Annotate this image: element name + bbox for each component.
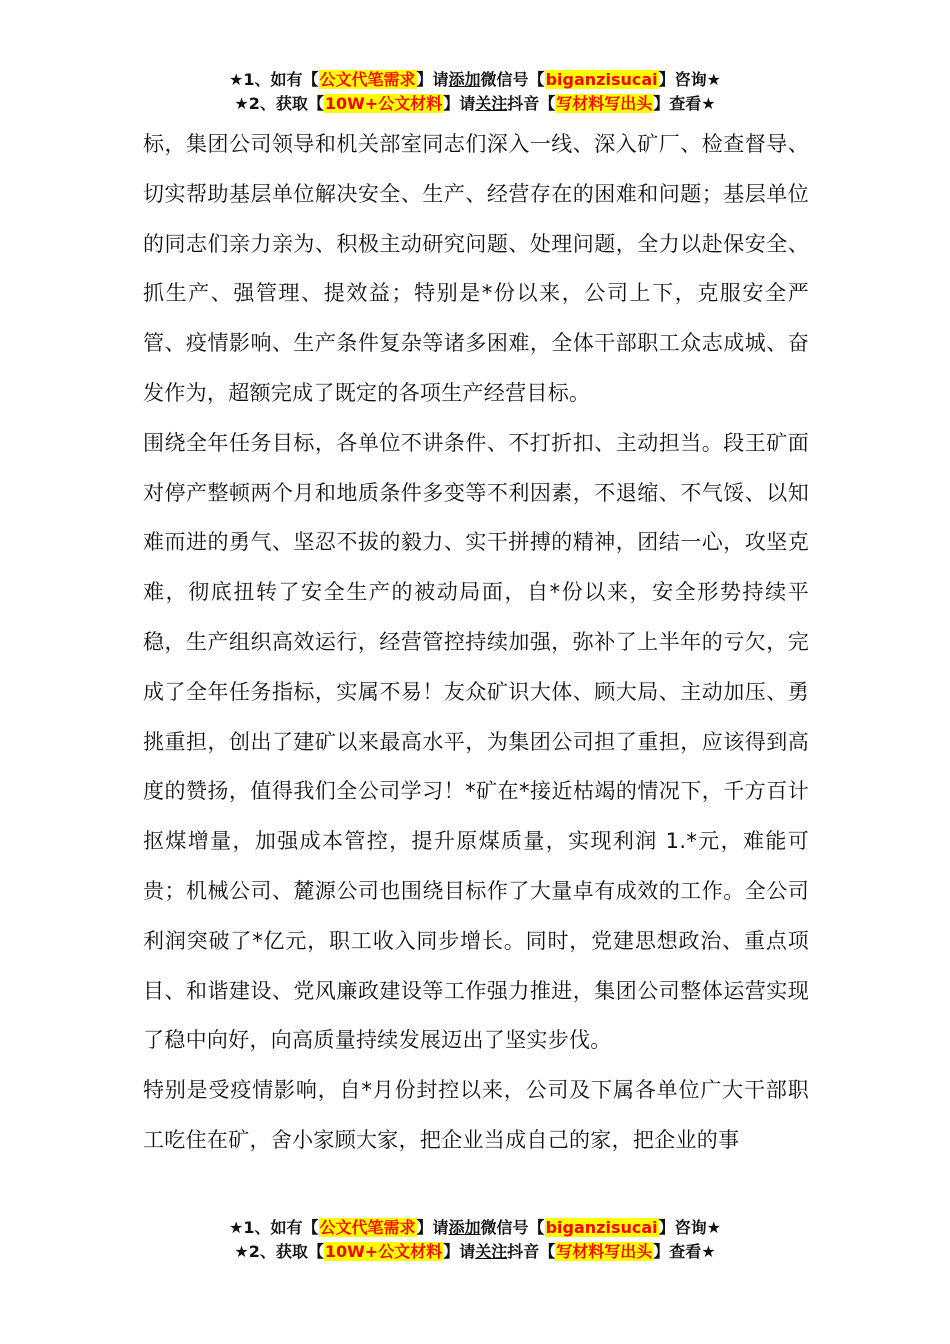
underlined-follow: 关注: [475, 94, 508, 113]
highlight-wechat-id: biganzisucai: [545, 70, 658, 89]
banner-text: ★1、如有【: [229, 70, 319, 89]
banner-text: 】请: [443, 94, 476, 113]
paragraph-1: 标，集团公司领导和机关部室同志们深入一线、深入矿厂、检查督导、切实帮助基层单位解决安全、生产、经营存在的困难和问题；基层单位的同志们亲力亲为、积极主动研究问题、处理问题，全力以赴保安全、抓生产、强管理、提效益；特别是*份以来，公司上下，克服安全严管、疫情影响、生产条件复杂等诸多困难，全体干部职工众志成城、奋发作为，超额完成了既定的各项生产经营目标。: [143, 132, 809, 405]
footer-banner: [0, 1216, 950, 1264]
highlight-douyin-account: 写材料写出头: [556, 1242, 653, 1261]
banner-text: 抖音【: [507, 1242, 556, 1261]
highlight-wechat-id: biganzisucai: [545, 1218, 658, 1237]
banner-text: 】咨询★: [658, 70, 721, 89]
banner-text: ★1、如有【: [229, 1218, 319, 1237]
document-body: [143, 120, 809, 1166]
highlight-materials: 10W+公文材料: [324, 94, 443, 113]
underlined-add: 添加: [448, 1218, 481, 1237]
banner-text: 微信号【: [480, 1218, 545, 1237]
banner-line-2: [0, 1240, 950, 1264]
header-banner: [0, 68, 950, 116]
highlight-douyin-account: 写材料写出头: [556, 94, 653, 113]
underlined-add: 添加: [448, 70, 481, 89]
banner-text: 】咨询★: [658, 1218, 721, 1237]
underlined-follow: 关注: [475, 1242, 508, 1261]
banner-line-1: [0, 1216, 950, 1240]
banner-text: ★2、获取【: [234, 1242, 324, 1261]
banner-text: 抖音【: [507, 94, 556, 113]
banner-text: 】查看★: [653, 94, 716, 113]
banner-text: ★2、获取【: [234, 94, 324, 113]
banner-text: 】请: [416, 1218, 449, 1237]
highlight-ghostwriting: 公文代笔需求: [319, 70, 416, 89]
banner-text: 】查看★: [653, 1242, 716, 1261]
paragraph-2: 围绕全年任务目标，各单位不讲条件、不打折扣、主动担当。段王矿面对停产整顿两个月和地质条件多变等不利因素，不退缩、不气馁、以知难而进的勇气、坚忍不拔的毅力、实干拼搏的精神，团结一心，攻坚克难，彻底扭转了安全生产的被动局面，自*份以来，安全形势持续平稳，生产组织高效运行，经营管控持续加强，弥补了上半年的亏欠，完成了全年任务指标，实属不易！友众矿识大体、顾大局、主动加压、勇挑重担，创出了建矿以来最高水平，为集团公司担了重担，应该得到高度的赞扬，值得我们全公司学习！*矿在*接近枯竭的情况下，千方百计抠煤增量，加强成本管控，提升原煤质量，实现利润 1.*元，难能可贵；机械公司、麓源公司也围绕目标作了大量卓有成效的工作。全公司利润突破了*亿元，职工收入同步增长。同时，党建思想政治、重点项目、和谐建设、党风廉政建设等工作强力推进，集团公司整体运营实现了稳中向好，向高质量持续发展迈出了坚实步伐。: [143, 430, 809, 1053]
banner-line-1: [0, 68, 950, 92]
highlight-ghostwriting: 公文代笔需求: [319, 1218, 416, 1237]
banner-text: 】请: [416, 70, 449, 89]
highlight-materials: 10W+公文材料: [324, 1242, 443, 1261]
banner-line-2: [0, 92, 950, 116]
paragraph-3: 特别是受疫情影响，自*月份封控以来，公司及下属各单位广大干部职工吃住在矿，舍小家顾大家，把企业当成自己的家，把企业的事: [143, 1078, 809, 1152]
banner-text: 】请: [443, 1242, 476, 1261]
banner-text: 微信号【: [480, 70, 545, 89]
